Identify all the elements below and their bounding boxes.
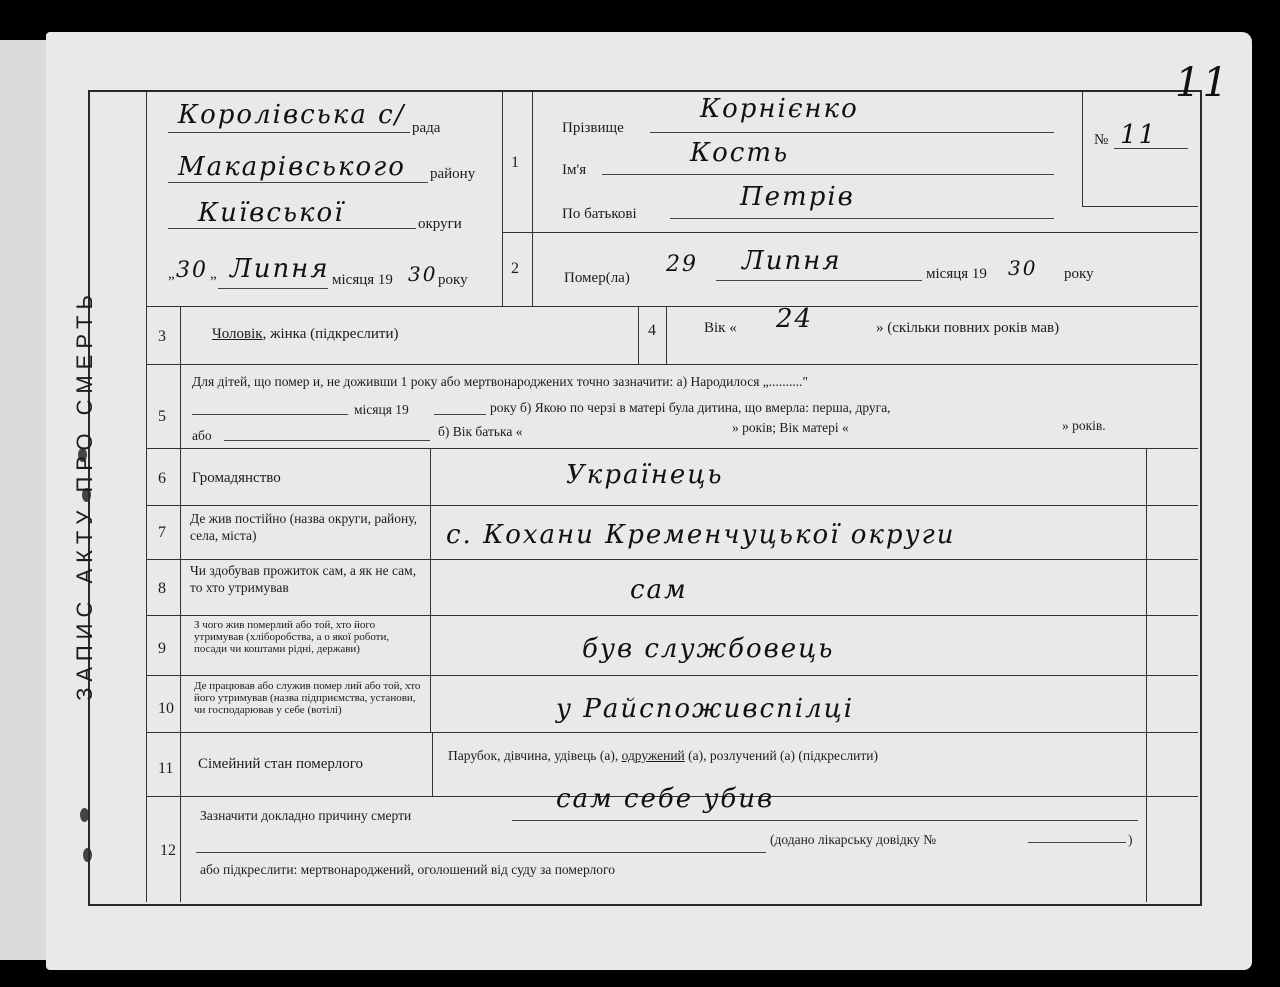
number-value: 11 <box>1120 120 1158 150</box>
section-number: 9 <box>158 640 166 657</box>
divider <box>146 505 1198 506</box>
fill-line <box>1114 148 1188 149</box>
fill-line <box>716 280 922 281</box>
children-line-3d: » років. <box>1062 418 1106 433</box>
divider <box>146 559 1198 560</box>
children-line-2b: року б) Якою по черзі в матері була дитина, що вмерла: перша, друга, <box>490 400 891 415</box>
section-number: 6 <box>158 470 166 487</box>
stillborn-line: або підкреслити: мертвонароджений, оголошений від суду за померлого <box>200 862 615 877</box>
children-line-2a: місяця 19 <box>354 402 409 417</box>
children-line-3c: » років; Вік матері « <box>732 420 849 435</box>
date-year: 30 <box>408 262 438 286</box>
section-number: 11 <box>158 760 174 777</box>
sex-field <box>212 326 399 343</box>
divider <box>1146 448 1147 902</box>
death-month: Липня <box>742 246 842 276</box>
fill-line <box>602 174 1054 175</box>
died-label: Помер(ла) <box>564 270 630 286</box>
marital-options <box>448 748 878 764</box>
rayon-label: району <box>430 166 476 182</box>
fill-line <box>1028 842 1126 843</box>
divider <box>146 448 1198 449</box>
name-label: Ім'я <box>562 162 587 178</box>
children-line-3b: б) Вік батька « <box>438 424 523 439</box>
fill-line <box>434 414 486 415</box>
livelihood-value: сам <box>630 575 688 605</box>
fill-line <box>650 132 1054 133</box>
divider <box>1082 92 1083 206</box>
residence-label: Де жив постійно (назва округи, району, села, міста) <box>190 511 418 543</box>
divider <box>146 615 1198 616</box>
marital-options-a: Парубок, дівчина, удівець (а), <box>448 748 622 763</box>
section-number: 1 <box>511 154 519 171</box>
section-number: 5 <box>158 408 166 425</box>
section-number: 8 <box>158 580 166 597</box>
age-suffix: » (скільки повних років мав) <box>876 320 1060 336</box>
rada-value: Королівська с/ <box>178 100 406 130</box>
children-line-1: Для дітей, що помер и, не доживши 1 року або мертвонароджених точно зазначити: а) Народилося „.........." <box>192 374 809 389</box>
left-page-edge <box>0 40 48 960</box>
divider <box>146 364 1198 365</box>
fill-line <box>224 440 430 441</box>
medical-certificate-label: (додано лікарську довідку № <box>770 832 937 847</box>
residence-value: с. Кохани Кременчуцької округи <box>446 520 956 550</box>
sex-male-underlined: Чоловік <box>212 326 263 342</box>
name-value: Кость <box>690 138 790 168</box>
date-day: 30 <box>176 258 208 283</box>
children-line-3a: або <box>192 428 212 443</box>
divider <box>432 732 433 796</box>
death-year-label: року <box>1064 266 1094 282</box>
patronymic-label: По батькові <box>562 206 637 222</box>
rayon-value: Макарівського <box>178 152 406 182</box>
marital-label: Сімейний стан померлого <box>198 756 363 772</box>
medical-certificate-close: ) <box>1128 832 1133 847</box>
patronymic-value: Петрів <box>740 182 855 212</box>
citizenship-label: Громадянство <box>192 470 281 486</box>
fill-line <box>670 218 1054 219</box>
divider <box>532 92 533 306</box>
section-number: 4 <box>648 322 656 339</box>
section-number: 12 <box>160 842 176 859</box>
surname-label: Прізвище <box>562 120 624 136</box>
surname-value: Корнієнко <box>700 94 859 124</box>
divider <box>666 306 667 364</box>
okruha-value: Київської <box>198 198 345 228</box>
year-label: року <box>438 272 468 288</box>
section-number: 10 <box>158 700 174 717</box>
divider <box>146 675 1198 676</box>
income-source-value: був службовець <box>582 634 835 664</box>
fill-line <box>192 414 348 415</box>
fill-line <box>512 820 1138 821</box>
income-source-label: З чого жив померлий або той, хто його утримував (хліборобства, а о якої роботи, посади чи коштами рідні, держави) <box>194 619 390 655</box>
divider <box>430 448 431 732</box>
side-title: ЗАПИС АКТУ ПРО СМЕРТЬ <box>72 289 97 701</box>
citizenship-value: Українець <box>566 460 724 490</box>
date-month: Липня <box>230 254 330 284</box>
okruha-label: округи <box>418 216 462 232</box>
fill-line <box>168 132 410 133</box>
death-day: 29 <box>666 252 698 277</box>
section-number: 2 <box>511 260 519 277</box>
death-year: 30 <box>1008 256 1038 280</box>
fill-line <box>196 852 766 853</box>
workplace-label: Де працював або служив помер лий або той, хто його утримував (назва підприємства, установи, чи господарював у себе (вотілі) <box>194 680 421 716</box>
death-month-label: місяця 19 <box>926 266 987 282</box>
divider <box>146 732 1198 733</box>
cause-label: Зазначити докладно причину смерти <box>200 808 412 823</box>
rada-label: рада <box>412 120 441 136</box>
divider <box>1082 206 1198 207</box>
age-value: 24 <box>776 304 814 334</box>
divider <box>146 306 1198 307</box>
age-label: Вік « <box>704 320 737 336</box>
divider <box>180 306 181 902</box>
cause-value: сам себе убив <box>556 784 775 814</box>
fill-line <box>168 228 416 229</box>
marital-married-underlined: одружений <box>621 748 685 763</box>
divider <box>146 92 147 902</box>
marital-options-c: (а), розлучений (а) (підкреслити) <box>684 748 878 763</box>
divider <box>502 232 1198 233</box>
section-number: 3 <box>158 328 166 345</box>
number-label: № <box>1094 132 1109 148</box>
fill-line <box>218 288 328 289</box>
fill-line <box>168 182 428 183</box>
divider <box>502 92 503 306</box>
section-number: 7 <box>158 524 166 541</box>
corner-mark: 11 <box>1175 60 1230 106</box>
livelihood-label: Чи здобував прожиток сам, а як не сам, то хто утримував <box>190 563 417 595</box>
divider <box>638 306 639 364</box>
workplace-value: у Райспоживспілці <box>556 694 855 724</box>
month-label: місяця 19 <box>332 272 393 288</box>
sex-rest: , жінка (підкреслити) <box>262 326 399 342</box>
